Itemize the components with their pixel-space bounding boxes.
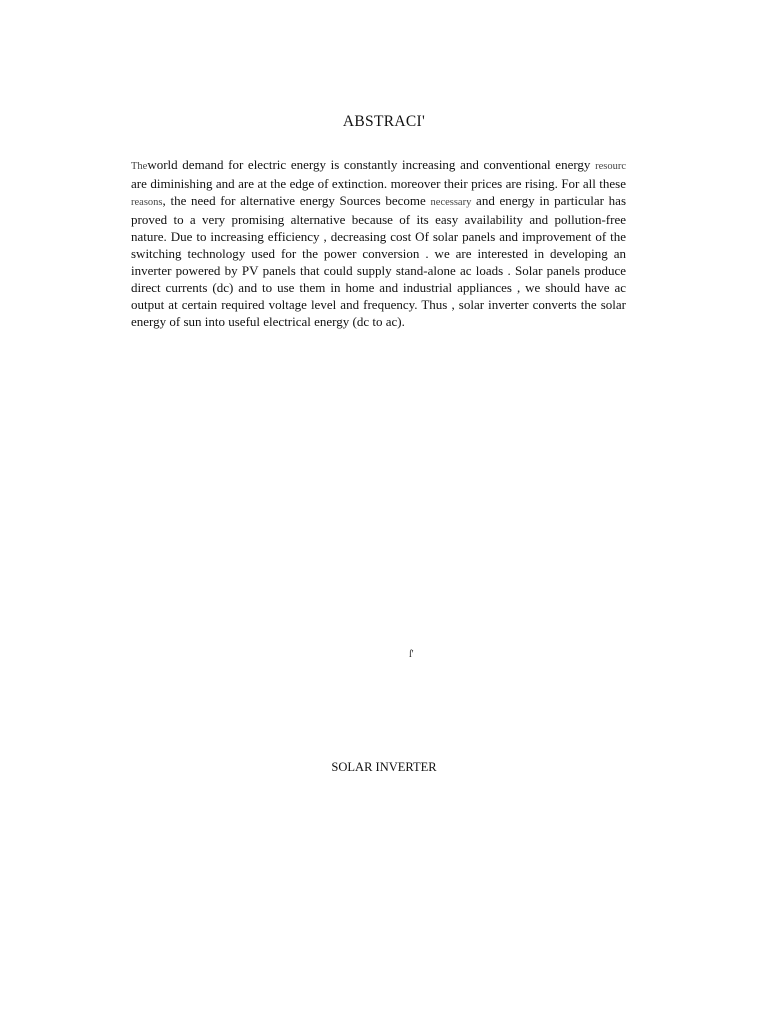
abstract-word-reasons: reasons [131, 197, 163, 208]
abstract-word-the: The [131, 161, 148, 172]
stray-scan-mark: ſ' [409, 649, 414, 660]
abstract-text-4: and energy in particular has proved to a very promising alternative because of its easy availability and pollution-free nature. Due to increasing efficiency , decreasing cost Of solar panels and improvement of the switching technology used for the power conversion . we are interested in developing an inverter powered by PV panels that could supply stand-alone ac loads . Solar panels produce direct currents (dc) and to use them in home and industrial appliances , we should have ac output at certain required voltage level and frequency. Thus , solar inverter converts the solar energy of sun into useful electrical energy (dc to ac). [131, 193, 627, 329]
footer-project-title: SOLAR INVERTER [331, 760, 437, 774]
abstract-paragraph [131, 156, 626, 330]
abstract-word-necessary: necessary [430, 197, 472, 208]
abstract-word-resource: resourc [595, 161, 626, 172]
abstract-heading: ABSTRACI' [342, 113, 426, 130]
abstract-text-3: , the need for alternative energy Sources become [162, 193, 431, 208]
abstract-text-2: are diminishing and are at the edge of extinction. moreover their prices are rising. For all these [131, 176, 626, 191]
abstract-text-1: world demand for electric energy is constantly increasing and conventional energy [147, 157, 596, 172]
